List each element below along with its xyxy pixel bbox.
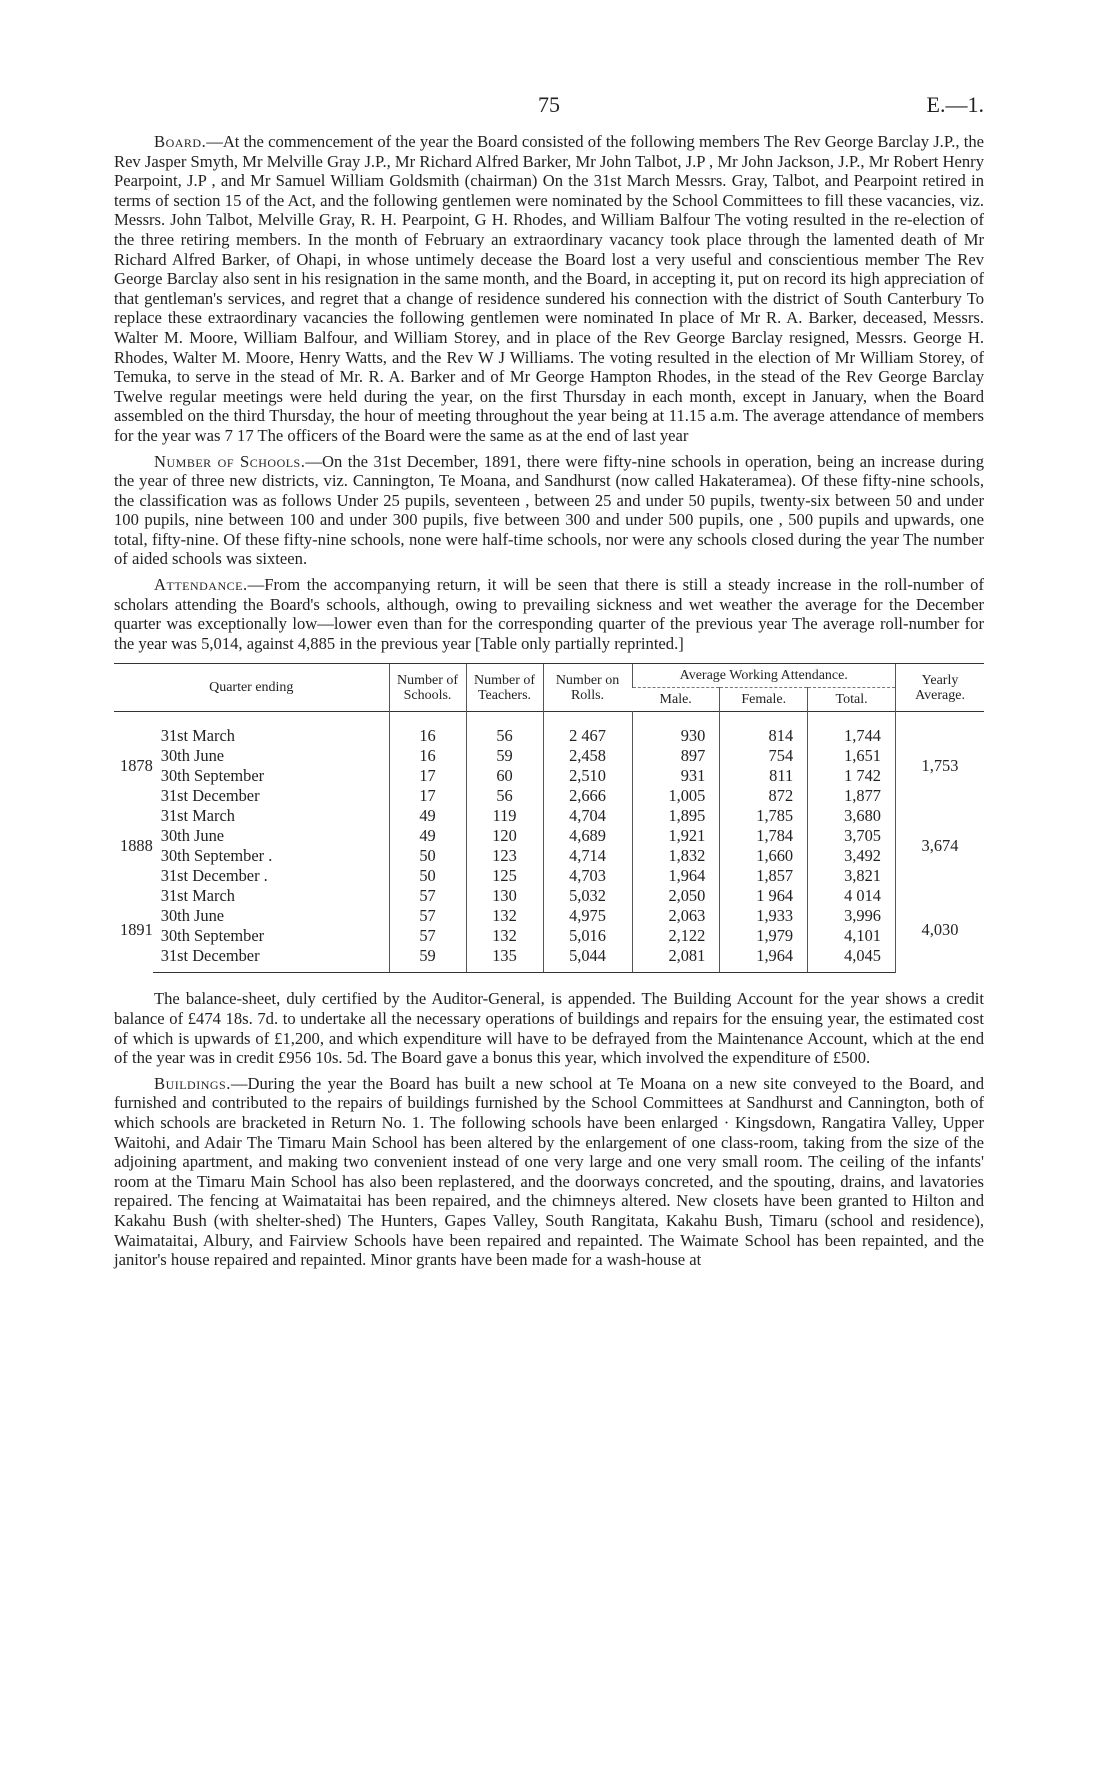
- page-header: [114, 92, 984, 132]
- quarter-cell: 30th September .: [160, 846, 273, 866]
- schools-cell: 49: [389, 826, 466, 846]
- quarter-cell: 30th September: [160, 766, 265, 786]
- page-number: 75: [538, 92, 560, 117]
- female-cell: 1,785: [720, 806, 808, 826]
- header-number-of-schools: Number of Schools.: [389, 664, 466, 712]
- header-male: Male.: [632, 688, 720, 712]
- male-cell: 2,122: [632, 926, 720, 946]
- female-cell: 872: [720, 786, 808, 806]
- buildings-heading: Buildings.: [154, 1073, 231, 1093]
- table-row: [114, 946, 984, 973]
- total-cell: 1,744: [808, 712, 896, 747]
- header-number-of-teachers: Number of Teachers.: [466, 664, 543, 712]
- female-cell: 811: [720, 766, 808, 786]
- rolls-cell: 4,689: [543, 826, 632, 846]
- quarter-cell: 31st December: [153, 946, 389, 973]
- schools-cell: 17: [389, 786, 466, 806]
- teachers-cell: 56: [466, 712, 543, 747]
- quarter-cell: 31st December: [160, 786, 260, 806]
- schools-cell: 16: [389, 746, 466, 766]
- year-cell: 1888: [120, 836, 153, 856]
- balance-paragraph: The balance-sheet, duly certified by the Auditor-General, is appended. The Building Account for the year shows a credit balance of £474 18s. 7d. to undertake all the necessary operations of buildings and repairs for the ensuing year, the estimated cost of which is upwards of £1,200, and which expenditure will have to be defrayed from the Maintenance Account, which at the end of the year was in credit £956 10s. 5d. The Board gave a bonus this year, which involved the expenditure of £500.: [114, 989, 984, 1068]
- teachers-cell: 132: [466, 926, 543, 946]
- male-cell: 2,063: [632, 906, 720, 926]
- quarter-cell: 31st December .: [160, 866, 268, 886]
- header-average-working-attendance: Average Working Attendance.: [632, 664, 895, 688]
- attendance-text: —From the accompanying return, it will be seen that there is still a steady increase in the roll-number of scholars attending the Board's schools, although, owing to prevailing sickness and wet weather the average for the December quarter was exceptionally low—lower even than for the corresponding quarter of the previous year The average roll-number for the year was 5,014, against 4,885 in the previous year [Table only partially reprinted.]: [114, 575, 984, 653]
- yearly-average-cell: 1,753: [896, 712, 985, 807]
- table-row: [114, 926, 984, 946]
- total-cell: 4 014: [808, 886, 896, 906]
- schools-heading: Number of Schools.: [154, 451, 306, 471]
- board-text: —At the commencement of the year the Board consisted of the following members The Rev George Barclay J.P., the Rev Jasper Smyth, Mr Melville Gray J.P., Mr Richard Alfred Barker, Mr John Talbot, J.P , Mr John Jackson, J.P., Mr Robert Henry Pearpoint, J.P , and Mr Samuel William Goldsmith (chairman) On the 31st March Messrs. Gray, Talbot, and Pearpoint retired in terms of section 15 of the Act, and the following gentlemen were nominated by the School Committees to fill these vacancies, viz. Messrs. John Talbot, Melville Gray, R. H. Pearpoint, G H. Rhodes, and William Balfour The voting resulted in the re-election of the three retiring members. In the month of February an extraordinary vacancy took place through the lamented death of Mr Richard Alfred Barker, of Ohapi, in whose untimely decease the Board lost a very useful and conscientious member The Rev George Barclay also sent in his resignation in the same month, and the Board, in accepting it, put on record its high appreciation of that gentleman's services, and regret that a change of residence sundered his connection with the district of South Canterbury To replace these extraordinary vacancies the following gentlemen were nominated In place of Mr R. A. Barker, deceased, Messrs. Walter M. Moore, William Balfour, and William Storey, and in place of the Rev George Barclay resigned, Messrs. George H. Rhodes, Walter M. Moore, Henry Watts, and the Rev W J Williams. The voting resulted in the election of Mr William Storey, of Temuka, to serve in the stead of Mr. R. A. Barker and of Mr George Hampton Rhodes, in the stead of the Rev George Barclay Twelve regular meetings were held during the year, on the first Thursday in each month, except in January, when the Board assembled on the third Thursday, the hour of meeting throughout the year being at 11.15 a.m. The average attendance of members for the year was 7 17 The officers of the Board were the same as at the end of last year: [114, 132, 984, 445]
- male-cell: 1,895: [632, 806, 720, 826]
- rolls-cell: 4,704: [543, 806, 632, 826]
- schools-cell: 16: [389, 712, 466, 747]
- rolls-cell: 2,458: [543, 746, 632, 766]
- teachers-cell: 119: [466, 806, 543, 826]
- header-total: Total.: [808, 688, 896, 712]
- male-cell: 1,964: [632, 866, 720, 886]
- attendance-table-body: [114, 712, 984, 973]
- total-cell: 1,877: [808, 786, 896, 806]
- board-heading: Board.: [154, 132, 207, 151]
- total-cell: 4,045: [808, 946, 896, 973]
- female-cell: 1,933: [720, 906, 808, 926]
- male-cell: 2,081: [632, 946, 720, 973]
- total-cell: 3,492: [808, 846, 896, 866]
- rolls-cell: 5,016: [543, 926, 632, 946]
- header-yearly-average: Yearly Average.: [896, 664, 985, 712]
- buildings-text: —During the year the Board has built a new school at Te Moana on a new site conveyed to the Board, and furnished and contributed to the repairs of buildings furnished by the School Committees at Sandhurst and Cannington, both of which schools are bracketed in Return No. 1. The following schools have been enlarged · Kingsdown, Rangatira Valley, Upper Waitohi, and Adair The Timaru Main School has been altered by the enlargement of one class-room, taking from the size of the adjoining apartment, and making two convenient instead of one very large and one very small room. The ceiling of the infants' room at the Timaru Main School has also been replastered, and the doorways concreted, and the spouting, drains, and lavatories repaired. The fencing at Waimataitai has been repaired, and the chimneys altered. New closets have been granted to Hilton and Kakahu Bush (with shelter-shed) The Hunters, Gapes Valley, South Rangitata, Kakahu Bush, Timaru (school and residence), Waimataitai, Albury, and Fairview Schools have been repaired and repainted. The Waimate School has been repainted, and the janitor's house repaired and repainted. Minor grants have been made for a wash-house at: [114, 1073, 984, 1270]
- year-cell: 1891: [120, 919, 153, 939]
- female-cell: 1,979: [720, 926, 808, 946]
- schools-cell: 50: [389, 866, 466, 886]
- header-female: Female.: [720, 688, 808, 712]
- schools-cell: 59: [389, 946, 466, 973]
- table-row: [114, 886, 984, 906]
- female-cell: 1 964: [720, 886, 808, 906]
- table-row: [114, 806, 984, 826]
- quarter-cell: 31st March: [160, 886, 235, 906]
- total-cell: 4,101: [808, 926, 896, 946]
- female-cell: 814: [720, 712, 808, 747]
- schools-paragraph: [114, 452, 984, 570]
- rolls-cell: 4,703: [543, 866, 632, 886]
- male-cell: 1,005: [632, 786, 720, 806]
- teachers-cell: 56: [466, 786, 543, 806]
- total-cell: 3,996: [808, 906, 896, 926]
- schools-cell: 17: [389, 766, 466, 786]
- header-number-on-rolls: Number on Rolls.: [543, 664, 632, 712]
- quarter-cell: 31st March: [160, 806, 235, 826]
- document-page: [114, 92, 984, 1276]
- male-cell: 1,832: [632, 846, 720, 866]
- table-row: [114, 866, 984, 886]
- teachers-cell: 59: [466, 746, 543, 766]
- table-row: [114, 712, 984, 747]
- female-cell: 1,784: [720, 826, 808, 846]
- total-cell: 1,651: [808, 746, 896, 766]
- teachers-cell: 130: [466, 886, 543, 906]
- schools-text: —On the 31st December, 1891, there were fifty-nine schools in operation, being an increase during the year of three new districts, viz. Cannington, Te Moana, and Sandhurst (now called Hakateramea). Of these fifty-nine schools, the classification was as follows Under 25 pupils, seventeen , between 25 and under 50 pupils, twenty-six between 50 and under 100 pupils, nine between 100 and under 300 pupils, five between 300 and under 500 pupils, one , 500 pupils and upwards, one total, fifty-nine. Of these fifty-nine schools, none were half-time schools, nor were any schools closed during the year The number of aided schools was sixteen.: [114, 451, 984, 569]
- board-paragraph: [114, 132, 984, 446]
- teachers-cell: 125: [466, 866, 543, 886]
- rolls-cell: 5,032: [543, 886, 632, 906]
- male-cell: 2,050: [632, 886, 720, 906]
- male-cell: 897: [632, 746, 720, 766]
- quarter-cell: 30th September: [160, 926, 265, 946]
- schools-cell: 57: [389, 906, 466, 926]
- total-cell: 1 742: [808, 766, 896, 786]
- rolls-cell: 5,044: [543, 946, 632, 973]
- female-cell: 1,660: [720, 846, 808, 866]
- teachers-cell: 135: [466, 946, 543, 973]
- table-row: [114, 786, 984, 806]
- table-row: [114, 826, 984, 846]
- teachers-cell: 132: [466, 906, 543, 926]
- female-cell: 1,857: [720, 866, 808, 886]
- yearly-average-cell: 4,030: [896, 886, 985, 973]
- year-cell: 1878: [120, 756, 153, 776]
- quarter-cell: 31st March: [160, 726, 235, 746]
- male-cell: 1,921: [632, 826, 720, 846]
- schools-cell: 50: [389, 846, 466, 866]
- teachers-cell: 60: [466, 766, 543, 786]
- female-cell: 754: [720, 746, 808, 766]
- total-cell: 3,821: [808, 866, 896, 886]
- table-row: [114, 846, 984, 866]
- male-cell: 930: [632, 712, 720, 747]
- attendance-heading: Attendance.: [154, 575, 248, 595]
- table-row: [114, 746, 984, 766]
- rolls-cell: 2,666: [543, 786, 632, 806]
- header-quarter-ending: Quarter ending: [114, 664, 389, 712]
- total-cell: 3,705: [808, 826, 896, 846]
- rolls-cell: 4,714: [543, 846, 632, 866]
- table-row: [114, 906, 984, 926]
- attendance-paragraph: [114, 575, 984, 653]
- male-cell: 931: [632, 766, 720, 786]
- document-reference: E.—1.: [926, 92, 984, 117]
- total-cell: 3,680: [808, 806, 896, 826]
- quarter-cell: 30th June: [160, 826, 225, 846]
- buildings-paragraph: [114, 1074, 984, 1270]
- schools-cell: 57: [389, 926, 466, 946]
- schools-cell: 57: [389, 886, 466, 906]
- table-row: [114, 766, 984, 786]
- rolls-cell: 2,510: [543, 766, 632, 786]
- rolls-cell: 2 467: [543, 712, 632, 747]
- teachers-cell: 123: [466, 846, 543, 866]
- quarter-cell: 30th June: [160, 906, 225, 926]
- yearly-average-cell: 3,674: [896, 806, 985, 886]
- rolls-cell: 4,975: [543, 906, 632, 926]
- teachers-cell: 120: [466, 826, 543, 846]
- schools-cell: 49: [389, 806, 466, 826]
- attendance-table: [114, 663, 984, 973]
- female-cell: 1,964: [720, 946, 808, 973]
- quarter-cell: 30th June: [160, 746, 225, 766]
